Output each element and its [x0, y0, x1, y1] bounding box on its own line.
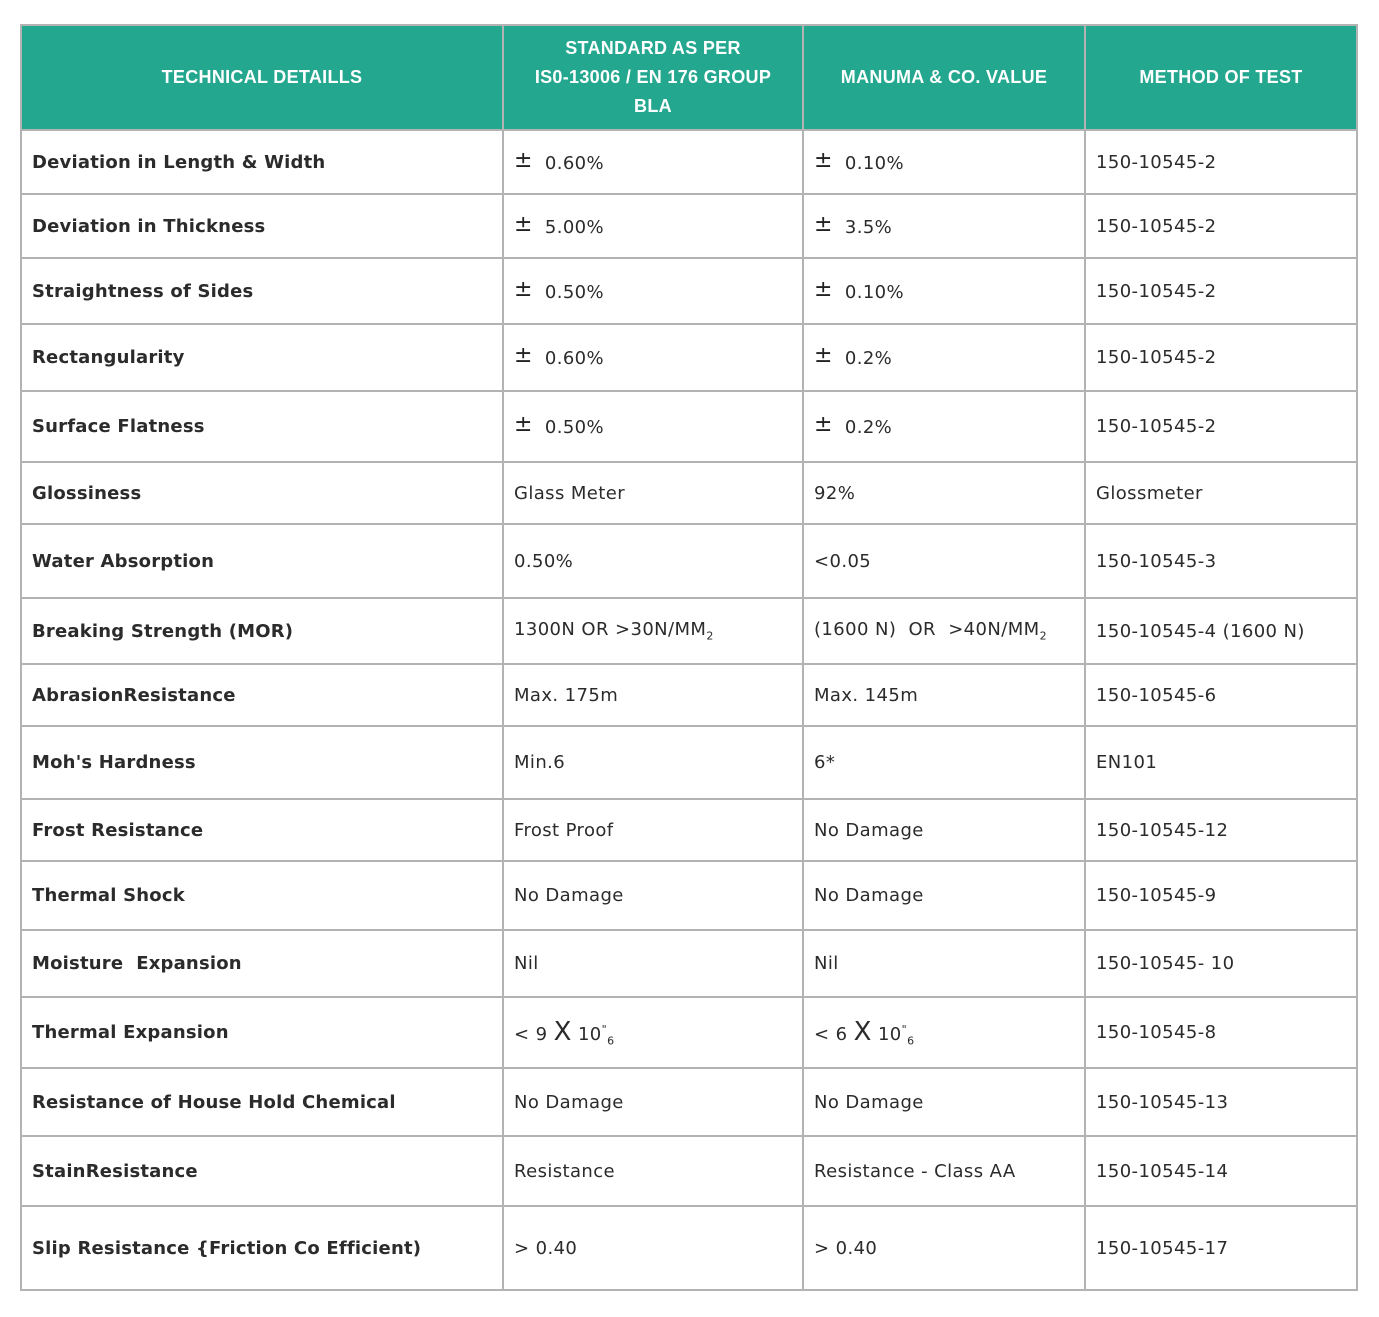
- manuma-lt: < 6: [814, 1024, 848, 1046]
- method-cell: 150-10545-2: [1085, 258, 1357, 324]
- superscript: ": [601, 1023, 608, 1037]
- method-cell: 150-10545-13: [1085, 1068, 1357, 1136]
- manuma-value: 0.10%: [844, 281, 905, 303]
- method-cell: 150-10545-14: [1085, 1136, 1357, 1206]
- manuma-cell: [803, 997, 1085, 1068]
- param-cell: Breaking Strength (MOR): [21, 598, 503, 664]
- table-row: [21, 1068, 1357, 1136]
- header-standard-line-2: IS0-13006 / EN 176 GROUP: [534, 67, 772, 87]
- table-row: [21, 130, 1357, 194]
- manuma-cell: [803, 598, 1085, 664]
- manuma-cell: 6*: [803, 726, 1085, 799]
- header-standard: [503, 25, 803, 130]
- header-standard-line-3: BLA: [634, 96, 672, 116]
- manuma-value: 0.2%: [844, 417, 893, 438]
- table-row: [21, 861, 1357, 930]
- manuma-cell: Nil: [803, 930, 1085, 997]
- standard-cell: [503, 598, 803, 664]
- header-technical-details: TECHNICAL DETAILLS: [21, 25, 503, 130]
- standard-cell: [503, 194, 803, 258]
- standard-cell: No Damage: [503, 1068, 803, 1136]
- technical-specs-table: [20, 24, 1358, 1291]
- method-cell: 150-10545-3: [1085, 524, 1357, 598]
- standard-cell: [503, 391, 803, 462]
- method-cell: 150-10545-2: [1085, 194, 1357, 258]
- standard-value: 0.60%: [544, 152, 605, 174]
- table-row: [21, 391, 1357, 462]
- param-cell: Deviation in Thickness: [21, 194, 503, 258]
- method-cell: 150-10545-2: [1085, 324, 1357, 391]
- table-row: [21, 997, 1357, 1068]
- table-row: [21, 664, 1357, 726]
- param-cell: Resistance of House Hold Chemical: [21, 1068, 503, 1136]
- standard-cell: 0.50%: [503, 524, 803, 598]
- param-cell: AbrasionResistance: [21, 664, 503, 726]
- manuma-cell: [803, 194, 1085, 258]
- method-cell: 150-10545-12: [1085, 799, 1357, 861]
- ten: 10: [877, 1024, 902, 1046]
- manuma-value: 3.5%: [844, 216, 893, 238]
- standard-cell: Frost Proof: [503, 799, 803, 861]
- method-cell: 150-10545-2: [1085, 391, 1357, 462]
- param-cell: Thermal Shock: [21, 861, 503, 930]
- standard-cell: [503, 324, 803, 391]
- standard-cell: > 0.40: [503, 1206, 803, 1290]
- manuma-cell: Resistance - Class AA: [803, 1136, 1085, 1206]
- ten: 10: [577, 1024, 602, 1046]
- manuma-cell: [803, 130, 1085, 194]
- subscript: 2: [1039, 629, 1047, 643]
- manuma-cell: No Damage: [803, 1068, 1085, 1136]
- standard-cell: Glass Meter: [503, 462, 803, 524]
- standard-cell: Nil: [503, 930, 803, 997]
- times-icon: X: [553, 1017, 572, 1048]
- plus-minus-icon: ±: [814, 412, 833, 437]
- manuma-value: 0.2%: [844, 348, 893, 369]
- method-cell: 150-10545-4 (1600 N): [1085, 598, 1357, 664]
- param-cell: Thermal Expansion: [21, 997, 503, 1068]
- method-cell: 150-10545-8: [1085, 997, 1357, 1068]
- table-row: [21, 930, 1357, 997]
- plus-minus-icon: ±: [514, 412, 533, 437]
- header-standard-line-1: STANDARD AS PER: [565, 38, 741, 58]
- standard-value: 0.50%: [544, 281, 605, 303]
- param-cell: Rectangularity: [21, 324, 503, 391]
- table-row: [21, 1136, 1357, 1206]
- method-cell: 150-10545-17: [1085, 1206, 1357, 1290]
- param-cell: Glossiness: [21, 462, 503, 524]
- param-cell: Frost Resistance: [21, 799, 503, 861]
- table-row: [21, 1206, 1357, 1290]
- manuma-cell: Max. 145m: [803, 664, 1085, 726]
- method-cell: 150-10545- 10: [1085, 930, 1357, 997]
- table-row: [21, 524, 1357, 598]
- manuma-cell: 92%: [803, 462, 1085, 524]
- manuma-cell: [803, 391, 1085, 462]
- subscript: 2: [706, 629, 714, 643]
- standard-value: 0.50%: [544, 417, 605, 438]
- manuma-cell: No Damage: [803, 861, 1085, 930]
- plus-minus-icon: ±: [814, 147, 833, 173]
- manuma-value: 0.10%: [844, 152, 905, 174]
- standard-value: 0.60%: [544, 348, 605, 369]
- method-cell: 150-10545-6: [1085, 664, 1357, 726]
- param-cell: StainResistance: [21, 1136, 503, 1206]
- table-row: [21, 324, 1357, 391]
- table-row: [21, 258, 1357, 324]
- plus-minus-icon: ±: [514, 211, 533, 237]
- param-cell: Surface Flatness: [21, 391, 503, 462]
- table-row: [21, 194, 1357, 258]
- method-cell: Glossmeter: [1085, 462, 1357, 524]
- manuma-cell: <0.05: [803, 524, 1085, 598]
- standard-cell: No Damage: [503, 861, 803, 930]
- param-cell: Slip Resistance {Friction Co Efficient): [21, 1206, 503, 1290]
- standard-cell: [503, 258, 803, 324]
- standard-value: 1300N OR >30N/MM: [514, 619, 707, 641]
- plus-minus-icon: ±: [514, 147, 533, 173]
- plus-minus-icon: ±: [814, 343, 833, 368]
- table-row: [21, 799, 1357, 861]
- param-cell: Water Absorption: [21, 524, 503, 598]
- method-cell: 150-10545-2: [1085, 130, 1357, 194]
- manuma-cell: [803, 258, 1085, 324]
- standard-cell: Min.6: [503, 726, 803, 799]
- times-icon: X: [853, 1017, 872, 1048]
- manuma-cell: [803, 324, 1085, 391]
- standard-cell: [503, 997, 803, 1068]
- subscript: 6: [607, 1034, 615, 1048]
- header-row: [21, 25, 1357, 130]
- standard-cell: [503, 130, 803, 194]
- plus-minus-icon: ±: [514, 343, 533, 368]
- superscript: ": [901, 1023, 908, 1037]
- param-cell: Moh's Hardness: [21, 726, 503, 799]
- manuma-value: (1600 N) OR >40N/MM: [814, 619, 1040, 641]
- table-row: [21, 598, 1357, 664]
- plus-minus-icon: ±: [814, 211, 833, 237]
- standard-value: 5.00%: [544, 216, 605, 238]
- header-manuma-value: MANUMA & CO. VALUE: [803, 25, 1085, 130]
- table-row: [21, 726, 1357, 799]
- plus-minus-icon: ±: [814, 276, 833, 302]
- standard-cell: Max. 175m: [503, 664, 803, 726]
- param-cell: Straightness of Sides: [21, 258, 503, 324]
- standard-lt: < 9: [514, 1024, 548, 1046]
- standard-cell: Resistance: [503, 1136, 803, 1206]
- subscript: 6: [907, 1034, 915, 1048]
- table-row: [21, 462, 1357, 524]
- param-cell: Moisture Expansion: [21, 930, 503, 997]
- method-cell: EN101: [1085, 726, 1357, 799]
- header-method-of-test: METHOD OF TEST: [1085, 25, 1357, 130]
- method-cell: 150-10545-9: [1085, 861, 1357, 930]
- manuma-cell: No Damage: [803, 799, 1085, 861]
- param-cell: Deviation in Length & Width: [21, 130, 503, 194]
- plus-minus-icon: ±: [514, 276, 533, 302]
- manuma-cell: > 0.40: [803, 1206, 1085, 1290]
